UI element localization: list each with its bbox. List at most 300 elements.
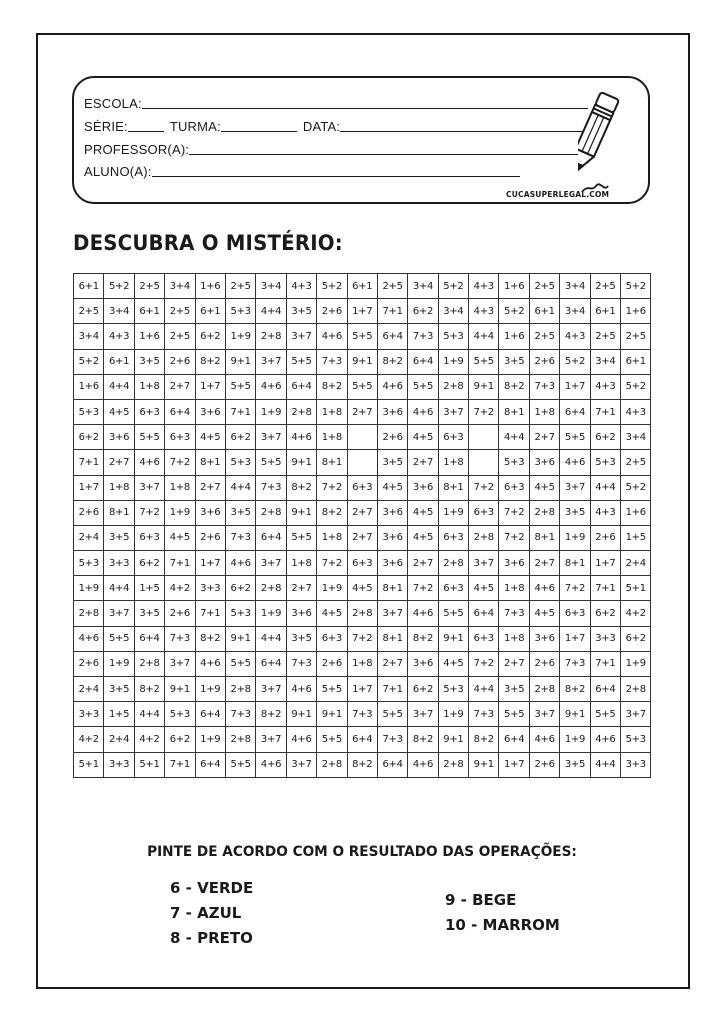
grid-cell[interactable]: 5+3: [621, 727, 651, 752]
grid-cell[interactable]: 1+8: [317, 525, 347, 550]
grid-cell[interactable]: 7+2: [469, 651, 499, 676]
grid-cell[interactable]: 5+5: [560, 425, 590, 450]
grid-cell[interactable]: 6+4: [560, 399, 590, 424]
grid-cell[interactable]: 3+5: [134, 601, 164, 626]
grid-cell[interactable]: 8+2: [560, 677, 590, 702]
grid-cell[interactable]: 5+5: [499, 702, 529, 727]
grid-cell[interactable]: 5+5: [104, 626, 134, 651]
grid-cell[interactable]: 5+5: [225, 752, 255, 777]
grid-cell[interactable]: 5+5: [347, 374, 377, 399]
grid-cell[interactable]: 6+3: [317, 626, 347, 651]
grid-cell[interactable]: 3+6: [529, 626, 559, 651]
grid-cell[interactable]: 2+6: [590, 525, 620, 550]
grid-cell[interactable]: 9+1: [438, 626, 468, 651]
grid-cell[interactable]: 3+5: [286, 299, 316, 324]
grid-cell[interactable]: 5+5: [286, 349, 316, 374]
grid-cell[interactable]: 7+3: [317, 349, 347, 374]
grid-cell[interactable]: 2+5: [134, 274, 164, 299]
grid-cell[interactable]: 6+4: [134, 626, 164, 651]
grid-cell[interactable]: 6+4: [377, 324, 407, 349]
grid-cell[interactable]: 3+3: [590, 626, 620, 651]
grid-cell[interactable]: 3+7: [438, 399, 468, 424]
grid-cell[interactable]: 6+2: [165, 727, 195, 752]
grid-cell[interactable]: 6+3: [469, 500, 499, 525]
grid-cell[interactable]: 6+4: [408, 349, 438, 374]
grid-cell[interactable]: 2+7: [347, 399, 377, 424]
grid-cell[interactable]: 4+6: [195, 651, 225, 676]
grid-cell[interactable]: 4+4: [256, 299, 286, 324]
grid-cell[interactable]: 8+1: [438, 475, 468, 500]
grid-cell[interactable]: [469, 425, 499, 450]
teacher-field[interactable]: [84, 140, 579, 158]
grid-cell[interactable]: 6+2: [621, 626, 651, 651]
grid-cell[interactable]: 6+4: [256, 525, 286, 550]
grid-cell[interactable]: 2+6: [317, 651, 347, 676]
grid-cell[interactable]: 5+2: [438, 274, 468, 299]
grid-cell[interactable]: 2+5: [165, 299, 195, 324]
grid-cell[interactable]: 1+9: [195, 727, 225, 752]
grid-cell[interactable]: 7+2: [317, 475, 347, 500]
grid-cell[interactable]: 7+2: [469, 399, 499, 424]
grid-cell[interactable]: 2+8: [225, 727, 255, 752]
grid-cell[interactable]: 6+1: [621, 349, 651, 374]
grid-cell[interactable]: 7+2: [560, 576, 590, 601]
grid-cell[interactable]: 3+3: [104, 551, 134, 576]
grid-cell[interactable]: 7+3: [347, 702, 377, 727]
grid-cell[interactable]: 5+3: [225, 450, 255, 475]
grid-cell[interactable]: 8+2: [347, 752, 377, 777]
grid-cell[interactable]: 4+5: [529, 475, 559, 500]
grid-cell[interactable]: 4+4: [590, 475, 620, 500]
grid-cell[interactable]: 5+3: [438, 324, 468, 349]
grid-cell[interactable]: 4+3: [104, 324, 134, 349]
grid-cell[interactable]: 9+1: [286, 500, 316, 525]
grid-cell[interactable]: 1+7: [347, 299, 377, 324]
grid-cell[interactable]: 4+6: [134, 450, 164, 475]
grid-cell[interactable]: 5+5: [347, 324, 377, 349]
grid-cell[interactable]: 3+7: [256, 349, 286, 374]
grid-cell[interactable]: 4+3: [286, 274, 316, 299]
grid-cell[interactable]: 5+5: [317, 727, 347, 752]
grid-cell[interactable]: 6+4: [469, 601, 499, 626]
grid-cell[interactable]: 3+6: [377, 525, 407, 550]
grid-cell[interactable]: 6+2: [74, 425, 104, 450]
grid-cell[interactable]: 8+1: [377, 626, 407, 651]
grid-cell[interactable]: 7+2: [317, 551, 347, 576]
grid-cell[interactable]: 6+2: [195, 324, 225, 349]
grid-cell[interactable]: 4+5: [469, 576, 499, 601]
grid-cell[interactable]: 4+6: [286, 425, 316, 450]
grid-cell[interactable]: 3+7: [529, 702, 559, 727]
grid-cell[interactable]: 2+5: [590, 274, 620, 299]
grid-cell[interactable]: 9+1: [286, 450, 316, 475]
grid-cell[interactable]: 4+6: [408, 399, 438, 424]
grid-cell[interactable]: 2+7: [529, 425, 559, 450]
grid-cell[interactable]: 1+6: [499, 324, 529, 349]
grid-cell[interactable]: 1+9: [621, 651, 651, 676]
grid-cell[interactable]: 1+6: [621, 500, 651, 525]
grid-cell[interactable]: 1+9: [256, 601, 286, 626]
grid-cell[interactable]: 1+9: [438, 500, 468, 525]
grid-cell[interactable]: 3+6: [408, 651, 438, 676]
grid-cell[interactable]: 2+8: [286, 399, 316, 424]
grid-cell[interactable]: 1+8: [499, 626, 529, 651]
grid-cell[interactable]: 4+5: [438, 651, 468, 676]
grid-cell[interactable]: 4+6: [377, 374, 407, 399]
grid-cell[interactable]: 6+4: [286, 374, 316, 399]
grid-cell[interactable]: 6+2: [408, 677, 438, 702]
grid-cell[interactable]: 7+1: [165, 551, 195, 576]
grid-cell[interactable]: 2+8: [317, 752, 347, 777]
grid-cell[interactable]: 4+4: [104, 374, 134, 399]
grid-cell[interactable]: 1+9: [104, 651, 134, 676]
grid-cell[interactable]: 3+5: [560, 500, 590, 525]
grid-cell[interactable]: 5+3: [74, 399, 104, 424]
grid-cell[interactable]: 7+2: [134, 500, 164, 525]
grade-field[interactable]: [84, 117, 586, 135]
grid-cell[interactable]: 9+1: [225, 626, 255, 651]
grid-cell[interactable]: 4+6: [560, 450, 590, 475]
grid-cell[interactable]: 2+8: [469, 525, 499, 550]
grid-cell[interactable]: 8+1: [104, 500, 134, 525]
grid-cell[interactable]: 5+5: [438, 601, 468, 626]
grid-cell[interactable]: 8+2: [317, 500, 347, 525]
grid-cell[interactable]: 5+1: [621, 576, 651, 601]
grid-cell[interactable]: 1+9: [165, 500, 195, 525]
grid-cell[interactable]: 6+2: [225, 576, 255, 601]
grid-cell[interactable]: 3+6: [377, 399, 407, 424]
grid-cell[interactable]: 5+2: [104, 274, 134, 299]
grid-cell[interactable]: 4+6: [74, 626, 104, 651]
grid-cell[interactable]: 1+9: [195, 677, 225, 702]
grid-cell[interactable]: 3+7: [134, 475, 164, 500]
grid-cell[interactable]: 4+4: [469, 324, 499, 349]
grid-cell[interactable]: 6+3: [438, 576, 468, 601]
grid-cell[interactable]: 8+1: [560, 551, 590, 576]
grid-cell[interactable]: 3+6: [408, 475, 438, 500]
grid-cell[interactable]: 4+5: [377, 475, 407, 500]
grid-cell[interactable]: 1+7: [560, 626, 590, 651]
grid-cell[interactable]: 5+5: [317, 677, 347, 702]
grid-cell[interactable]: 3+7: [286, 752, 316, 777]
grid-cell[interactable]: 2+5: [74, 299, 104, 324]
grid-cell[interactable]: 4+5: [408, 500, 438, 525]
grid-cell[interactable]: 8+2: [195, 349, 225, 374]
grid-cell[interactable]: 2+5: [529, 324, 559, 349]
grid-cell[interactable]: 6+1: [195, 299, 225, 324]
grid-cell[interactable]: 1+9: [74, 576, 104, 601]
grid-cell[interactable]: 3+5: [286, 626, 316, 651]
grid-cell[interactable]: 6+3: [438, 425, 468, 450]
grid-cell[interactable]: 5+2: [317, 274, 347, 299]
grid-cell[interactable]: 6+3: [438, 525, 468, 550]
grid-cell[interactable]: 4+4: [590, 752, 620, 777]
grid-cell[interactable]: 2+5: [621, 324, 651, 349]
grid-cell[interactable]: 3+4: [590, 349, 620, 374]
grid-cell[interactable]: 6+2: [590, 601, 620, 626]
grid-cell[interactable]: 5+2: [560, 349, 590, 374]
grid-cell[interactable]: 1+8: [438, 450, 468, 475]
grid-cell[interactable]: 1+6: [74, 374, 104, 399]
grid-cell[interactable]: 2+6: [165, 601, 195, 626]
grid-cell[interactable]: 3+7: [256, 677, 286, 702]
grid-cell[interactable]: 7+3: [469, 702, 499, 727]
grid-cell[interactable]: 3+4: [621, 425, 651, 450]
grid-cell[interactable]: 2+8: [529, 500, 559, 525]
grid-cell[interactable]: 3+4: [256, 274, 286, 299]
grid-cell[interactable]: 8+2: [469, 727, 499, 752]
grid-cell[interactable]: 6+1: [590, 299, 620, 324]
grid-cell[interactable]: 6+4: [165, 399, 195, 424]
grid-cell[interactable]: 2+7: [165, 374, 195, 399]
grid-cell[interactable]: 3+7: [165, 651, 195, 676]
grid-cell[interactable]: 4+4: [499, 425, 529, 450]
grid-cell[interactable]: 8+1: [529, 525, 559, 550]
grid-cell[interactable]: 3+4: [104, 299, 134, 324]
grid-cell[interactable]: 7+1: [590, 651, 620, 676]
grid-cell[interactable]: 8+2: [408, 626, 438, 651]
grid-cell[interactable]: 6+3: [347, 551, 377, 576]
grid-cell[interactable]: 3+3: [74, 702, 104, 727]
grid-cell[interactable]: 1+7: [499, 752, 529, 777]
grid-cell[interactable]: 2+8: [256, 500, 286, 525]
grid-cell[interactable]: 8+2: [377, 349, 407, 374]
grid-cell[interactable]: 7+3: [499, 601, 529, 626]
grid-cell[interactable]: 1+7: [195, 551, 225, 576]
grid-cell[interactable]: 1+9: [225, 324, 255, 349]
grid-cell[interactable]: 1+8: [165, 475, 195, 500]
grid-cell[interactable]: 2+7: [195, 475, 225, 500]
grid-cell[interactable]: 7+2: [499, 525, 529, 550]
grid-cell[interactable]: 4+6: [529, 727, 559, 752]
grid-cell[interactable]: 3+4: [408, 274, 438, 299]
grid-cell[interactable]: 6+3: [499, 475, 529, 500]
grid-cell[interactable]: 3+7: [256, 551, 286, 576]
grid-cell[interactable]: 7+1: [225, 399, 255, 424]
grid-cell[interactable]: 6+3: [347, 475, 377, 500]
grid-cell[interactable]: 1+6: [195, 274, 225, 299]
grid-cell[interactable]: 1+5: [104, 702, 134, 727]
grid-cell[interactable]: 7+1: [590, 576, 620, 601]
grid-cell[interactable]: 2+6: [74, 500, 104, 525]
grid-cell[interactable]: 2+7: [347, 525, 377, 550]
grid-cell[interactable]: 2+4: [104, 727, 134, 752]
grid-cell[interactable]: 4+6: [286, 727, 316, 752]
grid-cell[interactable]: 7+1: [377, 677, 407, 702]
grid-cell[interactable]: 6+1: [347, 274, 377, 299]
grid-cell[interactable]: 7+3: [529, 374, 559, 399]
grid-cell[interactable]: 3+7: [286, 324, 316, 349]
grid-cell[interactable]: 6+4: [195, 752, 225, 777]
grid-cell[interactable]: 3+5: [134, 349, 164, 374]
grid-cell[interactable]: 8+2: [134, 677, 164, 702]
grid-cell[interactable]: 2+8: [134, 651, 164, 676]
grid-cell[interactable]: 9+1: [469, 752, 499, 777]
grid-cell[interactable]: 2+8: [621, 677, 651, 702]
grid-cell[interactable]: 3+5: [499, 349, 529, 374]
grid-cell[interactable]: 6+4: [377, 752, 407, 777]
grid-cell[interactable]: 4+6: [286, 677, 316, 702]
grid-cell[interactable]: 1+6: [499, 274, 529, 299]
grid-cell[interactable]: 7+3: [256, 475, 286, 500]
grid-cell[interactable]: 3+7: [621, 702, 651, 727]
grid-cell[interactable]: 2+6: [74, 651, 104, 676]
grid-cell[interactable]: 2+8: [256, 576, 286, 601]
grid-cell[interactable]: 5+2: [499, 299, 529, 324]
grid-cell[interactable]: 1+8: [317, 425, 347, 450]
grid-cell[interactable]: 6+3: [469, 626, 499, 651]
grid-cell[interactable]: 6+3: [134, 399, 164, 424]
grid-cell[interactable]: 6+1: [529, 299, 559, 324]
grid-cell[interactable]: 2+4: [74, 525, 104, 550]
grid-cell[interactable]: 7+1: [195, 601, 225, 626]
grid-cell[interactable]: 3+4: [165, 274, 195, 299]
grid-cell[interactable]: 7+2: [499, 500, 529, 525]
grid-cell[interactable]: 5+3: [74, 551, 104, 576]
grid-cell[interactable]: 7+2: [469, 475, 499, 500]
grid-cell[interactable]: 6+4: [195, 702, 225, 727]
grid-cell[interactable]: 5+2: [621, 274, 651, 299]
student-field[interactable]: [84, 162, 520, 180]
grid-cell[interactable]: 1+8: [529, 399, 559, 424]
grid-cell[interactable]: 5+5: [225, 374, 255, 399]
grid-cell[interactable]: 4+5: [104, 399, 134, 424]
grid-cell[interactable]: 4+5: [195, 425, 225, 450]
grid-cell[interactable]: 5+5: [469, 349, 499, 374]
grid-cell[interactable]: 2+8: [347, 601, 377, 626]
grid-cell[interactable]: 2+6: [317, 299, 347, 324]
grid-cell[interactable]: 2+5: [225, 274, 255, 299]
grid-cell[interactable]: 3+5: [377, 450, 407, 475]
grid-cell[interactable]: 4+3: [560, 324, 590, 349]
grid-cell[interactable]: 2+7: [286, 576, 316, 601]
grid-cell[interactable]: 8+2: [317, 374, 347, 399]
school-field[interactable]: [84, 94, 588, 112]
grid-cell[interactable]: 1+7: [74, 475, 104, 500]
grid-cell[interactable]: 4+3: [590, 374, 620, 399]
grid-cell[interactable]: 3+6: [377, 500, 407, 525]
grid-cell[interactable]: 3+3: [195, 576, 225, 601]
grid-cell[interactable]: 9+1: [286, 702, 316, 727]
grid-cell[interactable]: 1+8: [499, 576, 529, 601]
grid-cell[interactable]: 7+1: [165, 752, 195, 777]
grid-cell[interactable]: 1+7: [560, 374, 590, 399]
grid-cell[interactable]: 3+7: [256, 425, 286, 450]
grid-cell[interactable]: 7+1: [590, 399, 620, 424]
grid-cell[interactable]: [347, 450, 377, 475]
grid-cell[interactable]: 4+6: [590, 727, 620, 752]
grid-cell[interactable]: 2+5: [377, 274, 407, 299]
grid-cell[interactable]: 5+5: [377, 702, 407, 727]
grid-cell[interactable]: 4+6: [256, 752, 286, 777]
grid-cell[interactable]: 6+4: [499, 727, 529, 752]
grid-cell[interactable]: 6+2: [134, 551, 164, 576]
grid-cell[interactable]: 3+5: [225, 500, 255, 525]
grid-cell[interactable]: 2+6: [165, 349, 195, 374]
grid-cell[interactable]: 9+1: [560, 702, 590, 727]
grid-cell[interactable]: 6+3: [560, 601, 590, 626]
grid-cell[interactable]: 1+7: [590, 551, 620, 576]
grid-cell[interactable]: 2+5: [529, 274, 559, 299]
grid-cell[interactable]: 4+4: [469, 677, 499, 702]
grid-cell[interactable]: 3+5: [560, 752, 590, 777]
grid-cell[interactable]: 6+4: [590, 677, 620, 702]
grid-cell[interactable]: 1+9: [317, 576, 347, 601]
grid-cell[interactable]: 3+7: [256, 727, 286, 752]
grid-cell[interactable]: 1+9: [256, 399, 286, 424]
grid-cell[interactable]: 5+1: [134, 752, 164, 777]
grid-cell[interactable]: 5+3: [499, 450, 529, 475]
grid-cell[interactable]: 8+2: [195, 626, 225, 651]
grid-cell[interactable]: 8+1: [195, 450, 225, 475]
grid-cell[interactable]: 2+5: [165, 324, 195, 349]
grid-cell[interactable]: 9+1: [165, 677, 195, 702]
grid-cell[interactable]: 4+5: [347, 576, 377, 601]
grid-cell[interactable]: 3+4: [74, 324, 104, 349]
grid-cell[interactable]: 6+2: [225, 425, 255, 450]
grid-cell[interactable]: 4+5: [317, 601, 347, 626]
grid-cell[interactable]: 9+1: [347, 349, 377, 374]
grid-cell[interactable]: 4+3: [469, 299, 499, 324]
grid-cell[interactable]: 7+1: [74, 450, 104, 475]
grid-cell[interactable]: [347, 425, 377, 450]
grid-cell[interactable]: 4+4: [134, 702, 164, 727]
grid-cell[interactable]: 2+8: [529, 677, 559, 702]
grid-cell[interactable]: 5+3: [225, 601, 255, 626]
grid-cell[interactable]: 9+1: [438, 727, 468, 752]
grid-cell[interactable]: 1+6: [134, 324, 164, 349]
grid-cell[interactable]: 3+3: [621, 752, 651, 777]
grid-cell[interactable]: 2+8: [256, 324, 286, 349]
grid-cell[interactable]: 2+8: [438, 551, 468, 576]
grid-cell[interactable]: 2+6: [529, 752, 559, 777]
grid-cell[interactable]: 5+5: [286, 525, 316, 550]
grid-cell[interactable]: 7+3: [225, 525, 255, 550]
grid-cell[interactable]: 7+1: [377, 299, 407, 324]
grid-cell[interactable]: 1+8: [317, 399, 347, 424]
grid-cell[interactable]: 3+6: [195, 500, 225, 525]
grid-cell[interactable]: 4+2: [621, 601, 651, 626]
grid-cell[interactable]: 1+8: [134, 374, 164, 399]
grid-cell[interactable]: 9+1: [225, 349, 255, 374]
grid-cell[interactable]: 3+5: [104, 677, 134, 702]
grid-cell[interactable]: 6+3: [165, 425, 195, 450]
grid-cell[interactable]: 2+4: [74, 677, 104, 702]
grid-cell[interactable]: 8+1: [377, 576, 407, 601]
grid-cell[interactable]: 7+2: [165, 450, 195, 475]
grid-cell[interactable]: 7+3: [560, 651, 590, 676]
grid-cell[interactable]: 7+3: [225, 702, 255, 727]
grid-cell[interactable]: 6+1: [134, 299, 164, 324]
grid-cell[interactable]: 1+8: [104, 475, 134, 500]
grid-cell[interactable]: 5+5: [134, 425, 164, 450]
grid-cell[interactable]: 4+4: [256, 626, 286, 651]
grid-cell[interactable]: 5+2: [74, 349, 104, 374]
grid-cell[interactable]: 4+2: [165, 576, 195, 601]
grid-cell[interactable]: 2+7: [104, 450, 134, 475]
grid-cell[interactable]: 5+3: [438, 677, 468, 702]
grid-cell[interactable]: 3+7: [408, 702, 438, 727]
grid-cell[interactable]: 2+5: [621, 450, 651, 475]
grid-cell[interactable]: 5+3: [590, 450, 620, 475]
grid-cell[interactable]: 8+2: [286, 475, 316, 500]
grid-cell[interactable]: 2+8: [74, 601, 104, 626]
grid-cell[interactable]: 9+1: [317, 702, 347, 727]
grid-cell[interactable]: 8+2: [256, 702, 286, 727]
grid-cell[interactable]: 3+6: [529, 450, 559, 475]
grid-cell[interactable]: 7+3: [286, 651, 316, 676]
grid-cell[interactable]: 1+7: [347, 677, 377, 702]
